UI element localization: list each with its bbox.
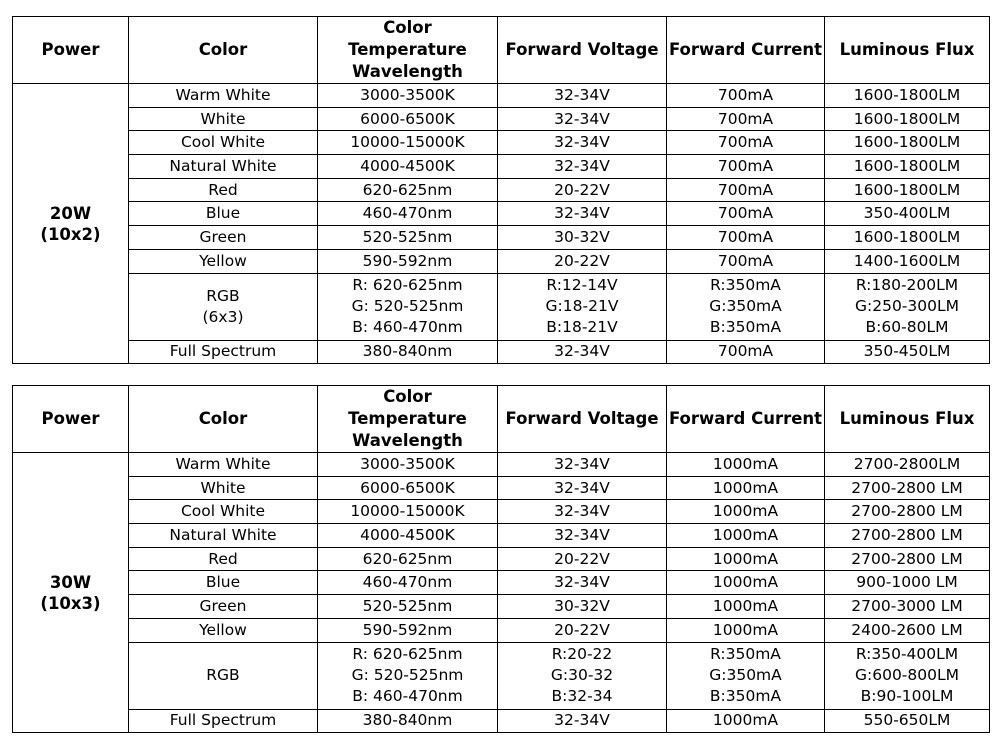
voltage-cell: 20-22V: [498, 178, 667, 202]
color-cell: Warm White: [129, 453, 318, 477]
table-row: [13, 709, 990, 733]
table-row: [13, 453, 990, 477]
color-cell: Green: [129, 226, 318, 250]
header-flux: Luminous Flux: [825, 386, 990, 453]
current-r: R:350mA: [710, 276, 781, 294]
header-color: Color: [129, 386, 318, 453]
temp-cell: 590-592nm: [318, 249, 498, 273]
current-b: B:350mA: [709, 687, 782, 705]
rgb-config: (6x3): [202, 307, 244, 326]
header-row: [13, 386, 990, 453]
color-cell: Blue: [129, 202, 318, 226]
color-cell-rgb: [129, 642, 318, 709]
flux-g: G:600-800LM: [854, 666, 959, 684]
voltage-cell: 20-22V: [498, 618, 667, 642]
header-color: Color: [129, 17, 318, 84]
temp-cell: 380-840nm: [318, 709, 498, 733]
color-cell: Natural White: [129, 155, 318, 179]
table-row-rgb: [13, 642, 990, 709]
power-config: (10x2): [40, 224, 101, 244]
color-cell: Green: [129, 595, 318, 619]
temp-cell: 380-840nm: [318, 340, 498, 364]
voltage-cell: 32-34V: [498, 476, 667, 500]
color-cell-rgb: [129, 273, 318, 340]
temp-r: R: 620-625nm: [352, 276, 463, 294]
temp-cell: 10000-15000K: [318, 500, 498, 524]
spec-table-20w: [12, 16, 990, 364]
header-temp-line1: Color: [383, 18, 432, 37]
header-temp-line3: Wavelength: [352, 431, 463, 450]
voltage-cell: 32-34V: [498, 107, 667, 131]
temp-cell: 520-525nm: [318, 226, 498, 250]
current-cell: 1000mA: [667, 500, 825, 524]
voltage-r: R:12-14V: [546, 276, 618, 294]
voltage-cell: 32-34V: [498, 202, 667, 226]
flux-cell: 1400-1600LM: [825, 249, 990, 273]
temp-cell: 4000-4500K: [318, 524, 498, 548]
temp-cell: 520-525nm: [318, 595, 498, 619]
table-row: [13, 500, 990, 524]
voltage-cell: 30-32V: [498, 595, 667, 619]
color-cell: Natural White: [129, 524, 318, 548]
voltage-cell: 32-34V: [498, 709, 667, 733]
flux-cell: 2700-2800LM: [825, 453, 990, 477]
flux-cell: 550-650LM: [825, 709, 990, 733]
current-cell: 700mA: [667, 226, 825, 250]
flux-cell: 2400-2600 LM: [825, 618, 990, 642]
flux-g: G:250-300LM: [854, 297, 959, 315]
current-cell-rgb: [667, 642, 825, 709]
flux-cell-rgb: [825, 642, 990, 709]
voltage-cell: 32-34V: [498, 131, 667, 155]
temp-g: G: 520-525nm: [351, 297, 464, 315]
temp-b: B: 460-470nm: [352, 687, 463, 705]
current-cell: 1000mA: [667, 595, 825, 619]
voltage-cell-rgb: [498, 273, 667, 340]
flux-cell: 350-400LM: [825, 202, 990, 226]
temp-cell: 620-625nm: [318, 178, 498, 202]
temp-g: G: 520-525nm: [351, 666, 464, 684]
temp-cell: 6000-6500K: [318, 476, 498, 500]
flux-cell: 1600-1800LM: [825, 84, 990, 108]
power-cell: [13, 453, 129, 733]
table-row: [13, 131, 990, 155]
color-cell: Yellow: [129, 249, 318, 273]
voltage-b: B:32-34: [551, 687, 613, 705]
color-cell: Yellow: [129, 618, 318, 642]
table-row: [13, 107, 990, 131]
table-row: [13, 476, 990, 500]
current-cell: 700mA: [667, 249, 825, 273]
current-g: G:350mA: [709, 666, 782, 684]
temp-cell: 620-625nm: [318, 547, 498, 571]
voltage-cell: 32-34V: [498, 500, 667, 524]
header-current: Forward Current: [667, 386, 825, 453]
voltage-cell: 32-34V: [498, 84, 667, 108]
color-cell: Cool White: [129, 131, 318, 155]
current-cell: 700mA: [667, 107, 825, 131]
temp-cell: 3000-3500K: [318, 453, 498, 477]
voltage-cell: 32-34V: [498, 453, 667, 477]
voltage-cell: 32-34V: [498, 155, 667, 179]
voltage-g: G:30-32: [550, 666, 614, 684]
current-cell: 700mA: [667, 340, 825, 364]
header-power: Power: [13, 17, 129, 84]
temp-cell: 10000-15000K: [318, 131, 498, 155]
color-cell: Full Spectrum: [129, 709, 318, 733]
current-cell: 700mA: [667, 202, 825, 226]
current-b: B:350mA: [709, 318, 782, 336]
power-value: 30W: [49, 572, 92, 592]
current-cell: 700mA: [667, 155, 825, 179]
temp-cell: 6000-6500K: [318, 107, 498, 131]
current-cell: 1000mA: [667, 571, 825, 595]
table-row: [13, 571, 990, 595]
flux-cell: 350-450LM: [825, 340, 990, 364]
current-cell-rgb: [667, 273, 825, 340]
temp-cell: 460-470nm: [318, 202, 498, 226]
current-r: R:350mA: [710, 645, 781, 663]
current-cell: 1000mA: [667, 524, 825, 548]
flux-cell: 2700-3000 LM: [825, 595, 990, 619]
table-row: [13, 155, 990, 179]
color-cell: White: [129, 107, 318, 131]
flux-cell: 2700-2800 LM: [825, 500, 990, 524]
flux-cell: 2700-2800 LM: [825, 476, 990, 500]
table-row: [13, 84, 990, 108]
flux-b: B:90-100LM: [860, 687, 954, 705]
spec-table-30w: [12, 385, 990, 733]
current-cell: 1000mA: [667, 453, 825, 477]
flux-cell: 1600-1800LM: [825, 155, 990, 179]
table-row: [13, 524, 990, 548]
temp-cell: 4000-4500K: [318, 155, 498, 179]
voltage-g: G:18-21V: [545, 297, 619, 315]
temp-r: R: 620-625nm: [352, 645, 463, 663]
temp-cell: 3000-3500K: [318, 84, 498, 108]
header-temp-line3: Wavelength: [352, 62, 463, 81]
flux-r: R:180-200LM: [855, 276, 959, 294]
table-row: [13, 595, 990, 619]
color-cell: Cool White: [129, 500, 318, 524]
header-temp-line2: Temperature: [348, 409, 467, 428]
voltage-cell: 30-32V: [498, 226, 667, 250]
header-flux: Luminous Flux: [825, 17, 990, 84]
flux-b: B:60-80LM: [865, 318, 949, 336]
voltage-cell-rgb: [498, 642, 667, 709]
temp-cell-rgb: [318, 642, 498, 709]
flux-cell: 1600-1800LM: [825, 226, 990, 250]
current-cell: 700mA: [667, 178, 825, 202]
header-temp-line2: Temperature: [348, 40, 467, 59]
power-value: 20W: [49, 203, 92, 223]
current-cell: 1000mA: [667, 709, 825, 733]
power-cell: [13, 84, 129, 364]
temp-cell-rgb: [318, 273, 498, 340]
flux-cell: 1600-1800LM: [825, 131, 990, 155]
voltage-b: B:18-21V: [546, 318, 618, 336]
flux-r: R:350-400LM: [855, 645, 959, 663]
table-row: [13, 249, 990, 273]
flux-cell: 1600-1800LM: [825, 107, 990, 131]
table-row: [13, 202, 990, 226]
rgb-label: RGB: [206, 286, 240, 305]
temp-cell: 590-592nm: [318, 618, 498, 642]
temp-cell: 460-470nm: [318, 571, 498, 595]
table-row: [13, 618, 990, 642]
rgb-label: RGB: [206, 666, 240, 684]
flux-cell: 1600-1800LM: [825, 178, 990, 202]
current-cell: 1000mA: [667, 547, 825, 571]
header-temperature: [318, 386, 498, 453]
color-cell: Full Spectrum: [129, 340, 318, 364]
voltage-cell: 32-34V: [498, 571, 667, 595]
current-cell: 700mA: [667, 131, 825, 155]
voltage-r: R:20-22: [551, 645, 613, 663]
table-row: [13, 340, 990, 364]
header-temperature: [318, 17, 498, 84]
color-cell: Red: [129, 547, 318, 571]
power-config: (10x3): [40, 593, 101, 613]
current-cell: 1000mA: [667, 618, 825, 642]
current-cell: 700mA: [667, 84, 825, 108]
color-cell: Blue: [129, 571, 318, 595]
voltage-cell: 32-34V: [498, 340, 667, 364]
table-row: [13, 226, 990, 250]
flux-cell: 2700-2800 LM: [825, 524, 990, 548]
color-cell: Red: [129, 178, 318, 202]
voltage-cell: 20-22V: [498, 249, 667, 273]
header-row: [13, 17, 990, 84]
current-cell: 1000mA: [667, 476, 825, 500]
temp-b: B: 460-470nm: [352, 318, 463, 336]
header-current: Forward Current: [667, 17, 825, 84]
header-voltage: Forward Voltage: [498, 17, 667, 84]
header-temp-line1: Color: [383, 387, 432, 406]
header-power: Power: [13, 386, 129, 453]
table-row: [13, 547, 990, 571]
flux-cell-rgb: [825, 273, 990, 340]
voltage-cell: 32-34V: [498, 524, 667, 548]
header-voltage: Forward Voltage: [498, 386, 667, 453]
color-cell: White: [129, 476, 318, 500]
color-cell: Warm White: [129, 84, 318, 108]
flux-cell: 2700-2800 LM: [825, 547, 990, 571]
voltage-cell: 20-22V: [498, 547, 667, 571]
table-row-rgb: [13, 273, 990, 340]
table-row: [13, 178, 990, 202]
flux-cell: 900-1000 LM: [825, 571, 990, 595]
current-g: G:350mA: [709, 297, 782, 315]
